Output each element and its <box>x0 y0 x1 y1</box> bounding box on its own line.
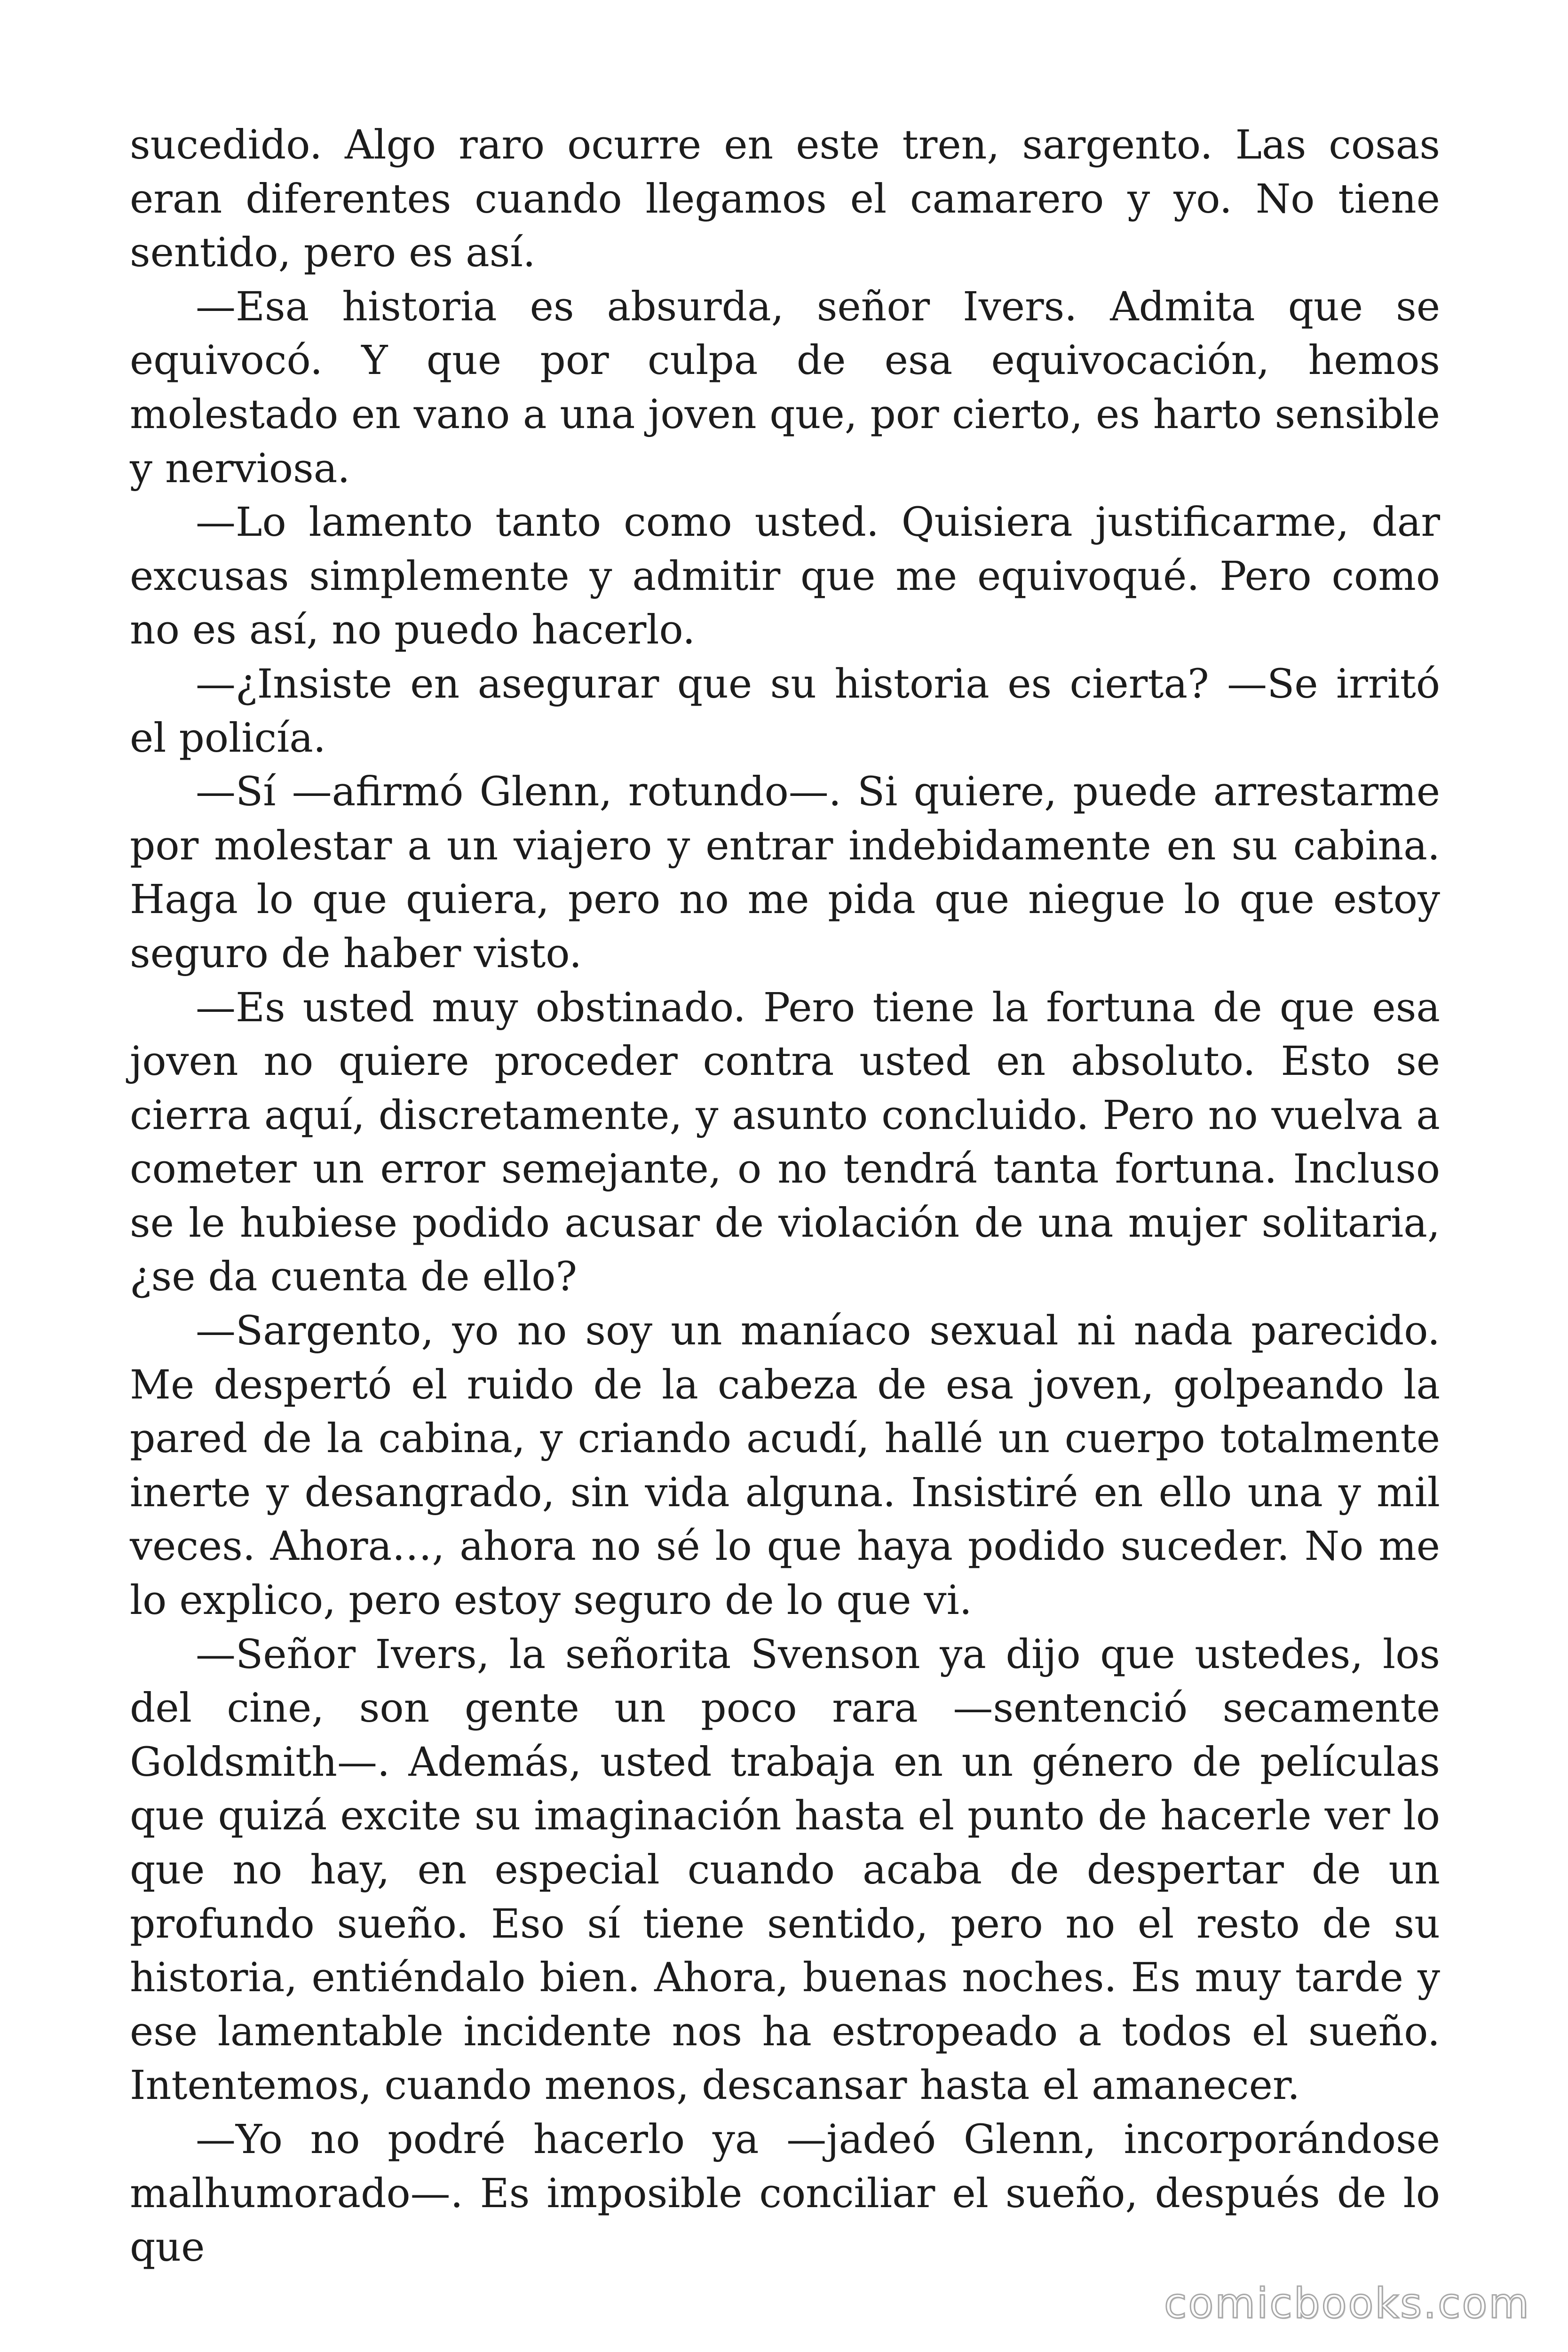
paragraph-4: —¿Insiste en asegurar que su historia es cierta? —Se irritó el policía. <box>130 660 1440 762</box>
paragraph-5: —Sí —afirmó Glenn, rotundo—. Si quiere, puede arrestarme por molestar a un viajero y entrar indebidamente en su cabina. Haga lo que quiera, pero no me pida que niegue lo que estoy seguro de haber visto. <box>130 769 1440 977</box>
paragraph-6: —Es usted muy obstinado. Pero tiene la fortuna de que esa joven no quiere proceder contra usted en absoluto. Esto se cierra aquí, discretamente, y asunto concluido. Pero no vuelva a cometer un error semejante, o no tendrá tanta fortuna. Incluso se le hubiese podido acusar de violación de una mujer solitaria, ¿se da cuenta de ello? <box>130 984 1440 1301</box>
paragraph-9: —Yo no podré hacerlo ya —jadeó Glenn, incorporándose malhumorado—. Es imposible conciliar el sueño, después de lo que <box>130 2116 1440 2271</box>
paragraph-7: —Sargento, yo no soy un maníaco sexual ni nada parecido. Me despertó el ruido de la cabeza de esa joven, golpeando la pared de la cabina, y criando acudí, hallé un cuerpo totalmente inerte y desangrado, sin vida alguna. Insistiré en ello una y mil veces. Ahora…, ahora no sé lo que haya podido suceder. No me lo explico, pero estoy seguro de lo que vi. <box>130 1308 1440 1624</box>
paragraph-1: sucedido. Algo raro ocurre en este tren, sargento. Las cosas eran diferentes cuando llegamos el camarero y yo. No tiene sentido, pero es así. <box>130 122 1440 277</box>
paragraph-3: —Lo lamento tanto como usted. Quisiera justificarme, dar excusas simplemente y admitir que me equivoqué. Pero como no es así, no puedo hacerlo. <box>130 499 1440 654</box>
watermark: comicbooks.com <box>1164 2279 1530 2328</box>
paragraph-2: —Esa historia es absurda, señor Ivers. Admita que se equivocó. Y que por culpa de esa equivocación, hemos molestado en vano a una joven que, por cierto, es harto sensible y nerviosa. <box>130 283 1440 492</box>
body-text <box>130 119 1440 2275</box>
paragraph-8: —Señor Ivers, la señorita Svenson ya dijo que ustedes, los del cine, son gente un poco rara —sentenció secamente Goldsmith—. Además, usted trabaja en un género de películas que quizá excite su imaginación hasta el punto de hacerle ver lo que no hay, en especial cuando acaba de despertar de un profundo sueño. Eso sí tiene sentido, pero no el resto de su historia, entiéndalo bien. Ahora, buenas noches. Es muy tarde y ese lamentable incidente nos ha estropeado a todos el sueño. Intentemos, cuando menos, descansar hasta el amanecer. <box>130 1631 1440 2109</box>
